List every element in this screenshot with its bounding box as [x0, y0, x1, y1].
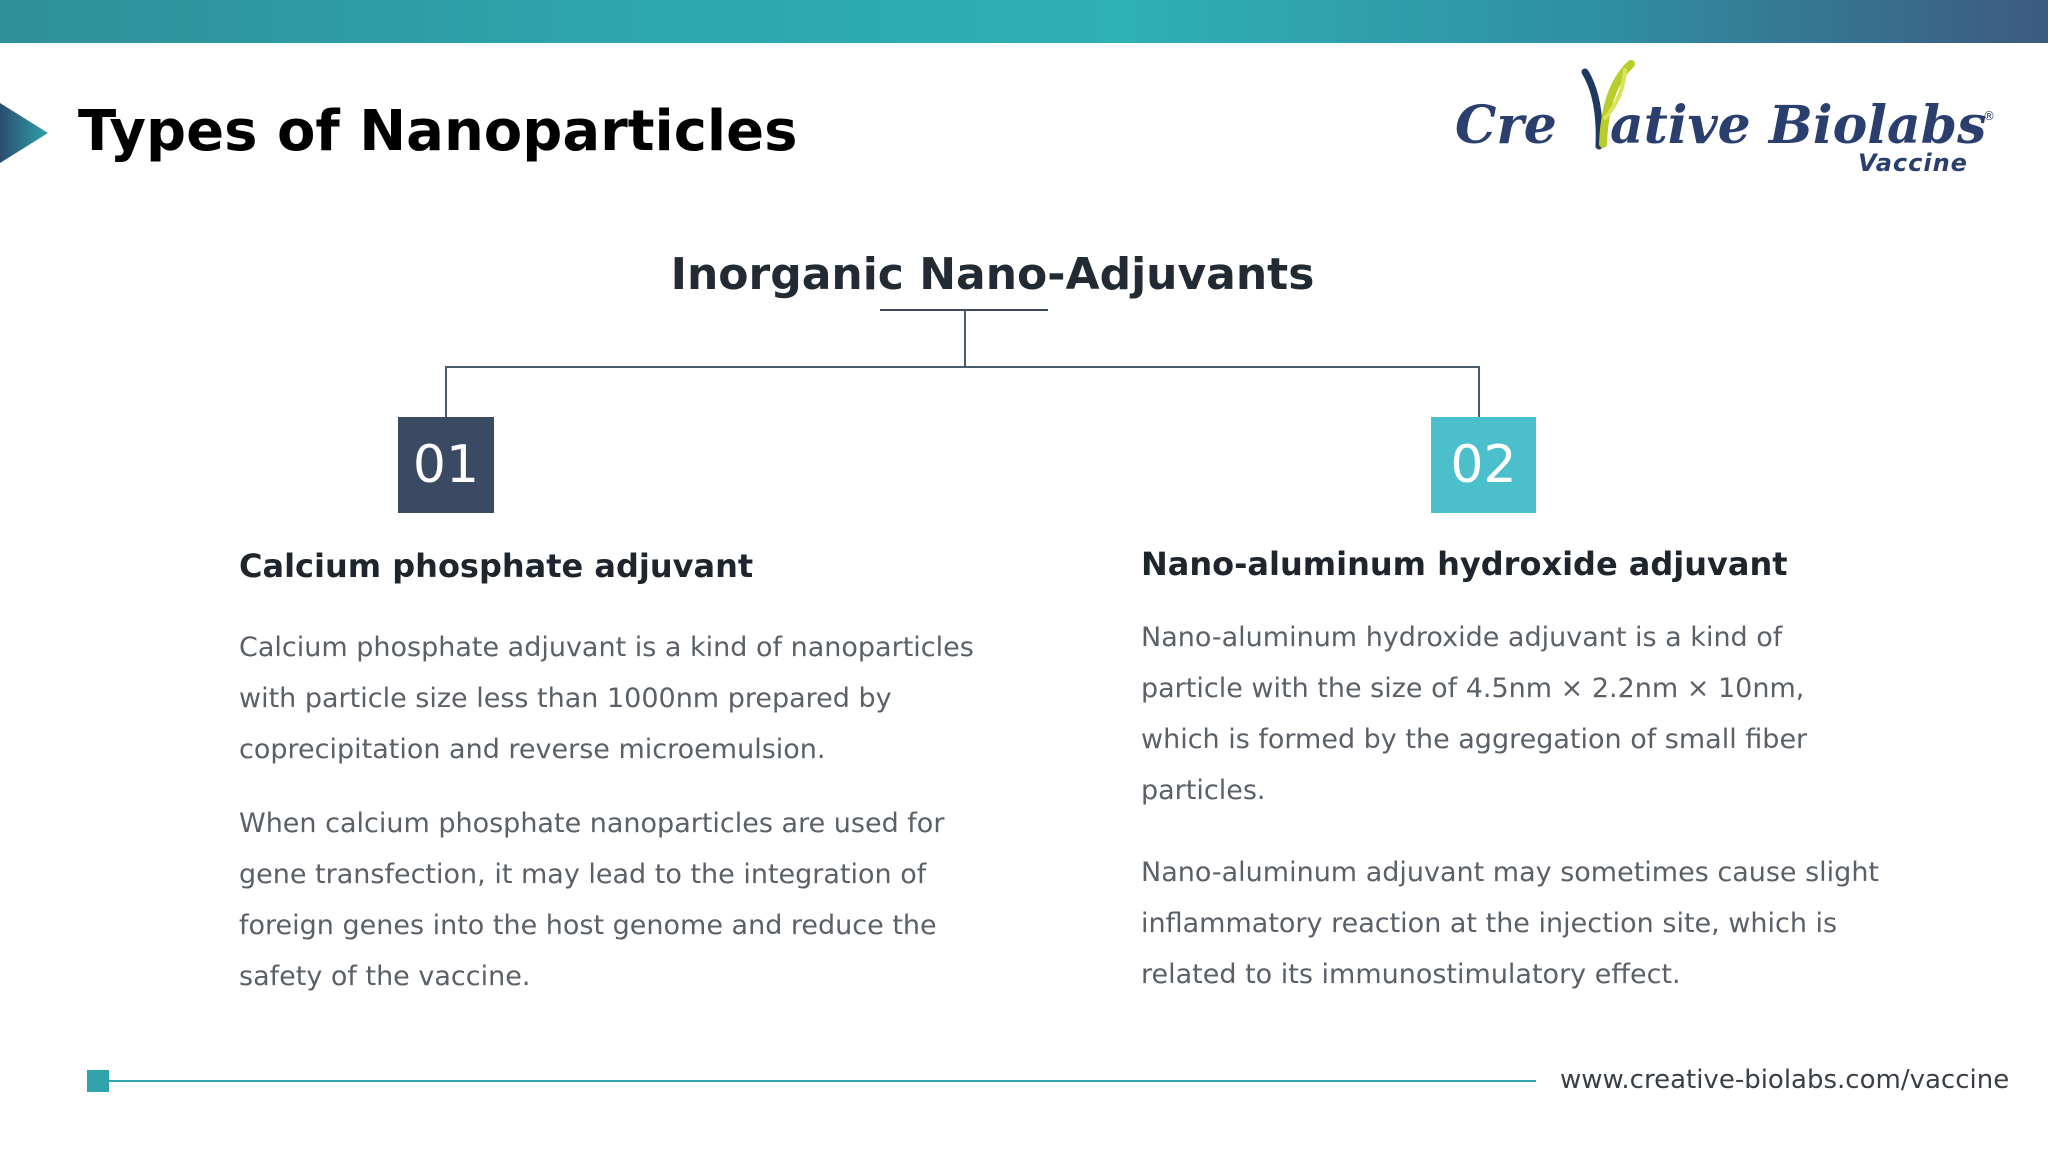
item-paragraph: When calcium phosphate nanoparticles are used for gene transfection, it may lead to the integration of foreign genes into the host genome and reduce the safety of the vaccine. [239, 808, 945, 992]
tree-connector-stem [964, 310, 966, 367]
number-badge-02: 02 [1431, 417, 1536, 513]
logo-text-part2: ative Biolabs [1610, 95, 1987, 156]
section-title: Inorganic Nano-Adjuvants [670, 249, 1315, 300]
page-title: Types of Nanoparticles [78, 99, 798, 164]
logo-registered-mark: ® [1983, 109, 1995, 123]
item-paragraph: Nano-aluminum hydroxide adjuvant is a kind of particle with the size of 4.5nm × 2.2nm × 10nm, which is formed by the aggregation of small fiber particles. [1141, 622, 1808, 806]
top-banner [0, 0, 2048, 43]
item-column-nano-aluminum [1141, 536, 1881, 1023]
logo-text-part1: Cre [1455, 95, 1557, 156]
item-heading: Nano-aluminum hydroxide adjuvant [1141, 545, 1788, 583]
tree-connector-horizontal [445, 366, 1480, 368]
item-column-calcium-phosphate [239, 538, 979, 1025]
logo-subtitle: Vaccine [1858, 149, 1968, 177]
number-badge-01: 01 [398, 417, 494, 513]
title-triangle-icon [0, 103, 48, 163]
footer-divider [109, 1080, 1536, 1082]
company-logo [1455, 58, 2015, 198]
logo-leaf-dark [1585, 72, 1599, 146]
footer-square-icon [87, 1070, 109, 1092]
item-paragraph: Calcium phosphate adjuvant is a kind of nanoparticles with particle size less than 1000nm prepared by coprecipitation and reverse microemulsion. [239, 632, 974, 765]
item-paragraph: Nano-aluminum adjuvant may sometimes cause slight inflammatory reaction at the injection site, which is related to its immunostimulatory effect. [1141, 857, 1880, 990]
tree-connector-left [445, 366, 447, 418]
item-heading: Calcium phosphate adjuvant [239, 547, 754, 585]
tree-connector-right [1478, 366, 1480, 418]
logo-graphic [1455, 58, 2015, 158]
footer-url: www.creative-biolabs.com/vaccine [1560, 1065, 2010, 1095]
